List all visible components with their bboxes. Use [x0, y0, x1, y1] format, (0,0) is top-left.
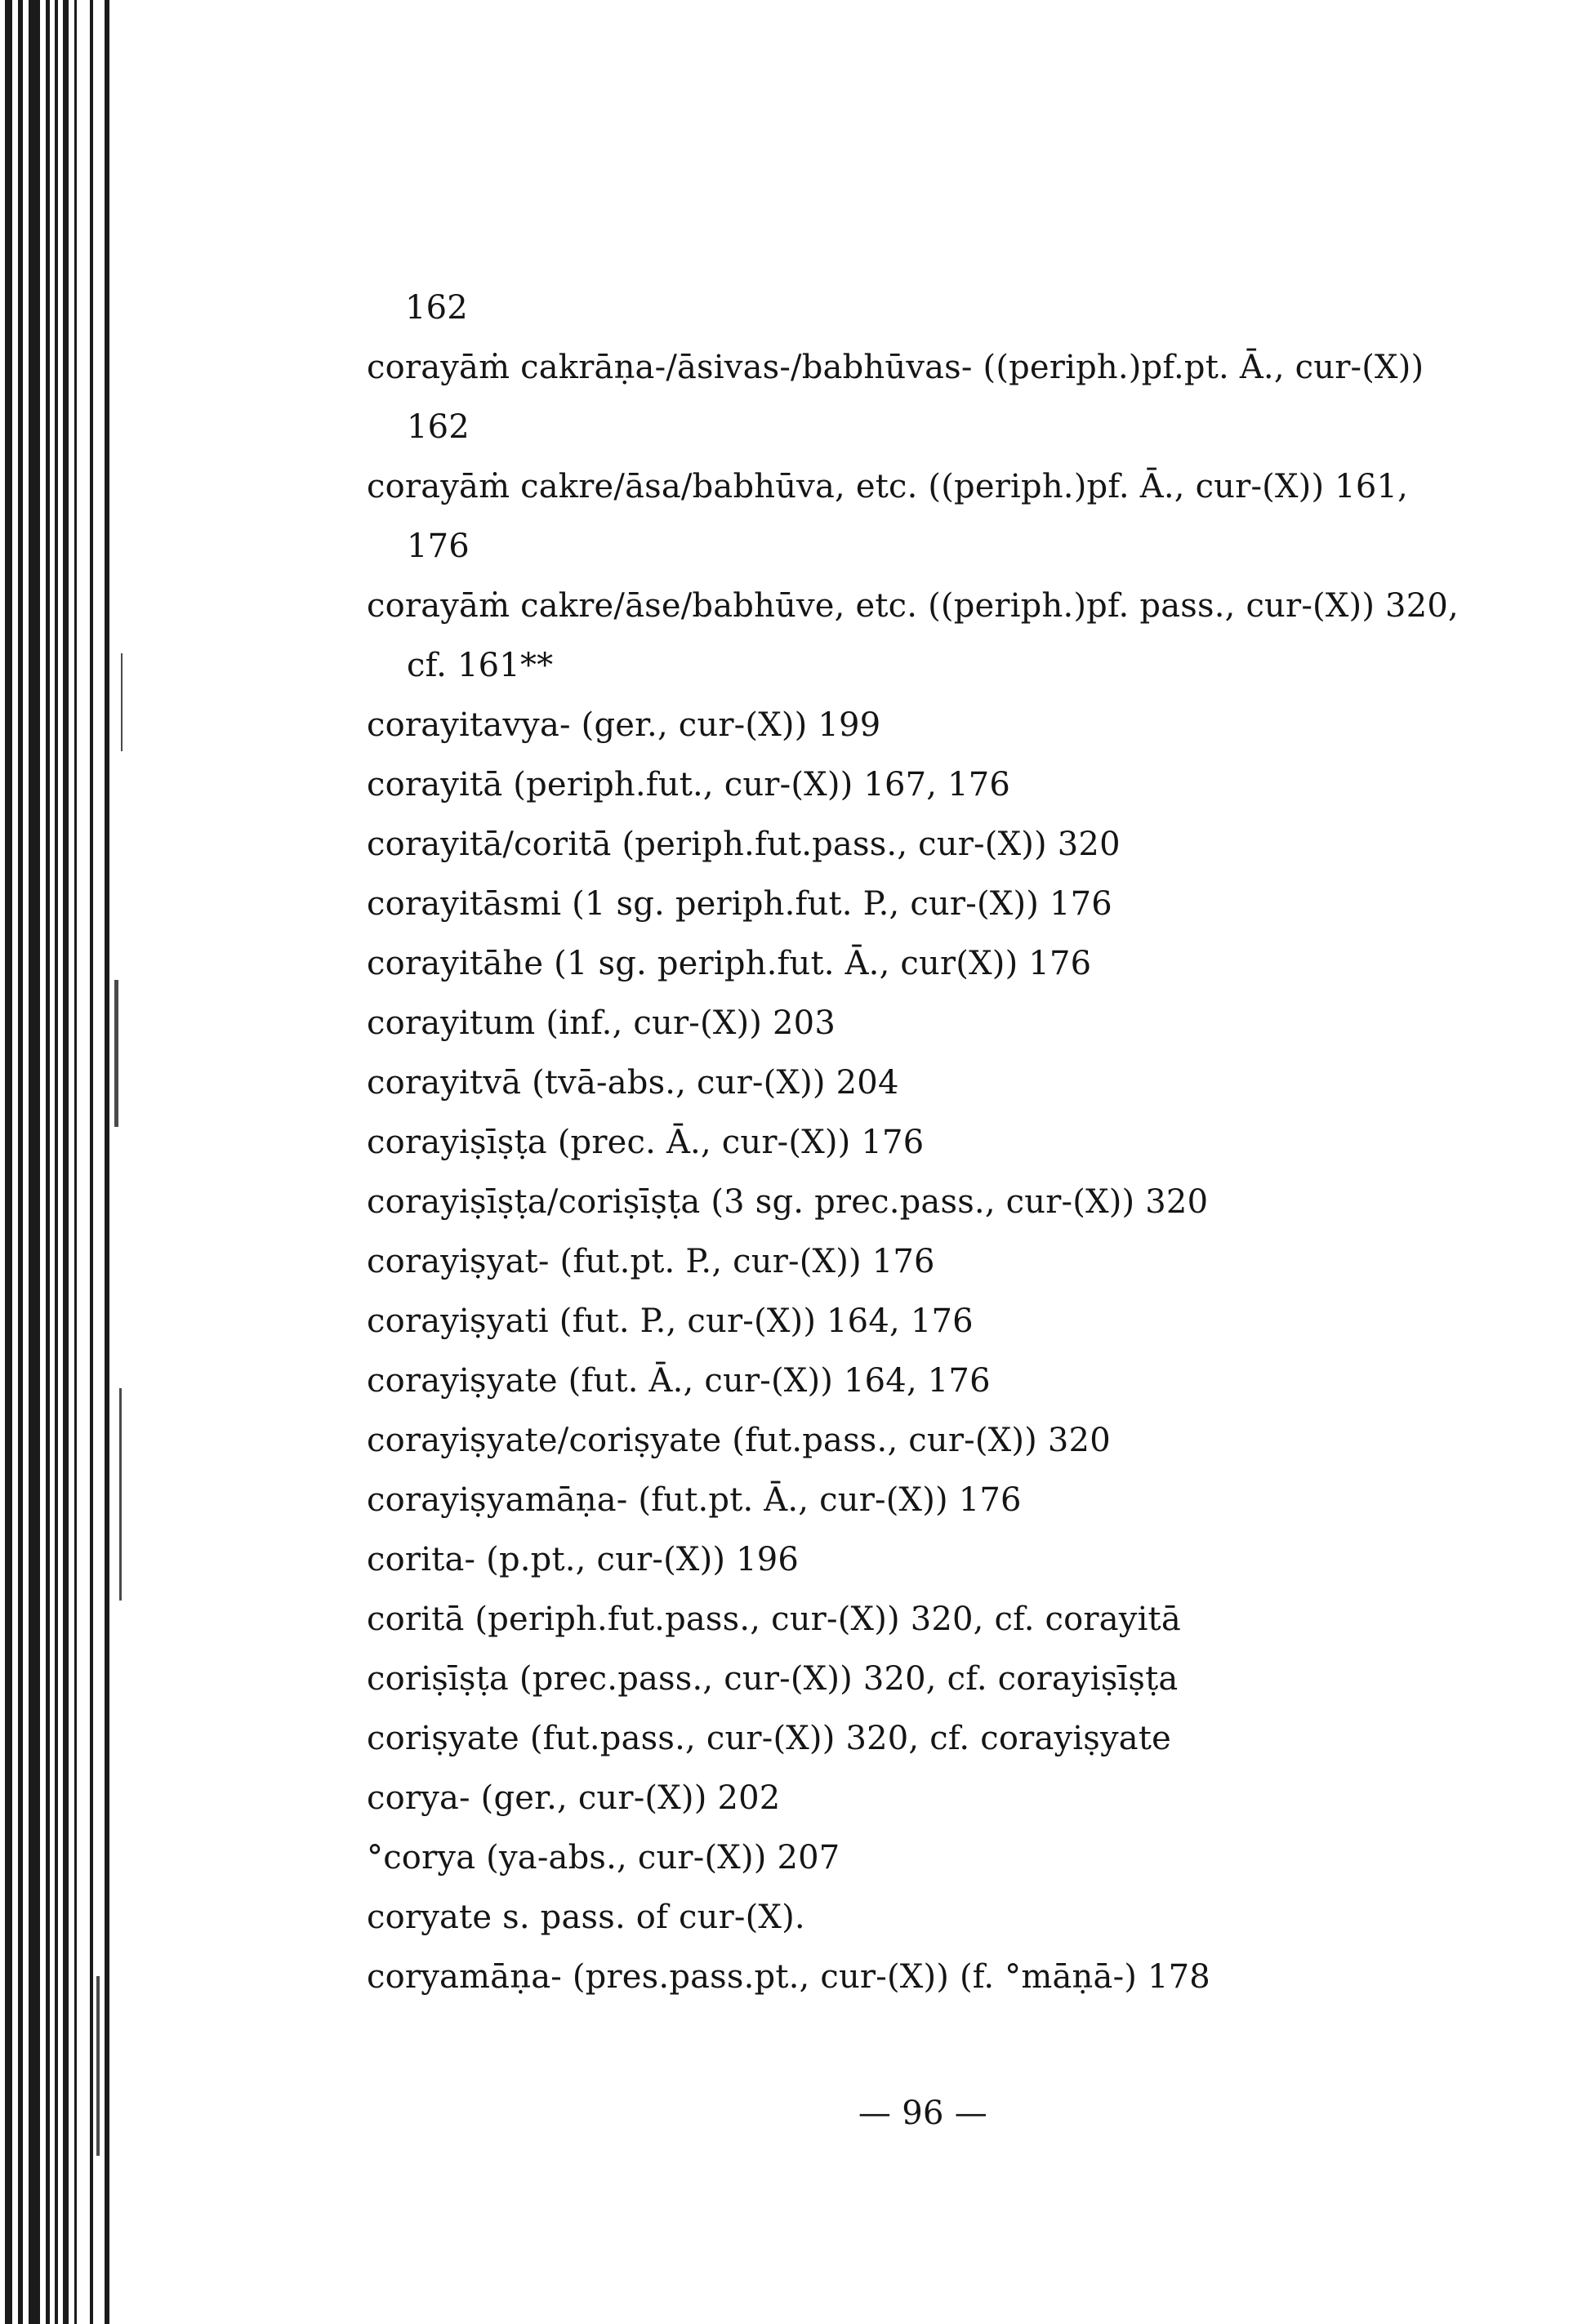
entry-line: coryamāṇa- (pres.pass.pt., cur-(X)) (f. °māṇā-) 178 — [367, 1958, 1210, 1996]
page-number: — 96 — — [858, 2095, 988, 2132]
entry-line: corayiṣyate/coriṣyate (fut.pass., cur-(X)) 320 — [367, 1422, 1111, 1459]
entry-line: corayitāhe (1 sg. periph.fut. Ā., cur(X)) 176 — [367, 945, 1092, 982]
entry-line: corayitum (inf., cur-(X)) 203 — [367, 1004, 836, 1042]
entry-line: corayiṣyamāṇa- (fut.pt. Ā., cur-(X)) 176 — [367, 1481, 1022, 1519]
entry-line: corayāṁ cakrāṇa-/āsivas-/babhūvas- ((periph.)pf.pt. Ā., cur-(X)) 162 — [367, 349, 1424, 446]
entry-line: corayiṣīṣṭa (prec. Ā., cur-(X)) 176 — [367, 1124, 925, 1161]
entry-line: corayitāsmi (1 sg. periph.fut. P., cur-(X)) 176 — [367, 885, 1112, 923]
entry-line: corayitā (periph.fut., cur-(X)) 167, 176 — [367, 766, 1011, 804]
entry-line: coryate s. pass. of cur-(X). — [367, 1899, 805, 1936]
entry-line: coriṣyate (fut.pass., cur-(X)) 320, cf. corayiṣyate — [367, 1720, 1172, 1757]
entry-line: °corya (ya-abs., cur-(X)) 207 — [367, 1839, 840, 1877]
entry-line: corita- (p.pt., cur-(X)) 196 — [367, 1541, 800, 1578]
entry-line: corayāṁ cakre/āse/babhūve, etc. ((periph.)pf. pass., cur-(X)) 320, cf. 161** — [367, 587, 1459, 684]
entry-line: corayitā/coritā (periph.fut.pass., cur-(X)) 320 — [367, 826, 1121, 863]
entry-line: corayāṁ cakre/āsa/babhūva, etc. ((periph.)pf. Ā., cur-(X)) 161, 176 — [367, 468, 1409, 565]
entry-line: corayiṣyati (fut. P., cur-(X)) 164, 176 — [367, 1302, 974, 1340]
entry-line: corayitvā (tvā-abs., cur-(X)) 204 — [367, 1064, 899, 1102]
entry-list — [367, 289, 1459, 2007]
entry-line: coriṣīṣṭa (prec.pass., cur-(X)) 320, cf. corayiṣīṣṭa — [367, 1660, 1179, 1698]
entry-line: corayiṣyat- (fut.pt. P., cur-(X)) 176 — [367, 1243, 935, 1280]
binding-edge-scan-artifact — [0, 0, 127, 2324]
entry-line: coritā (periph.fut.pass., cur-(X)) 320, cf. corayitā — [367, 1601, 1181, 1638]
entry-line: corayitavya- (ger., cur-(X)) 199 — [367, 706, 881, 744]
entry-line: corayiṣīṣṭa/coriṣīṣṭa (3 sg. prec.pass., cur-(X)) 320 — [367, 1183, 1209, 1221]
entry-line: corayiṣyate (fut. Ā., cur-(X)) 164, 176 — [367, 1362, 991, 1400]
entry-line: corya- (ger., cur-(X)) 202 — [367, 1779, 781, 1817]
leading-page-reference: 162 — [405, 289, 468, 327]
